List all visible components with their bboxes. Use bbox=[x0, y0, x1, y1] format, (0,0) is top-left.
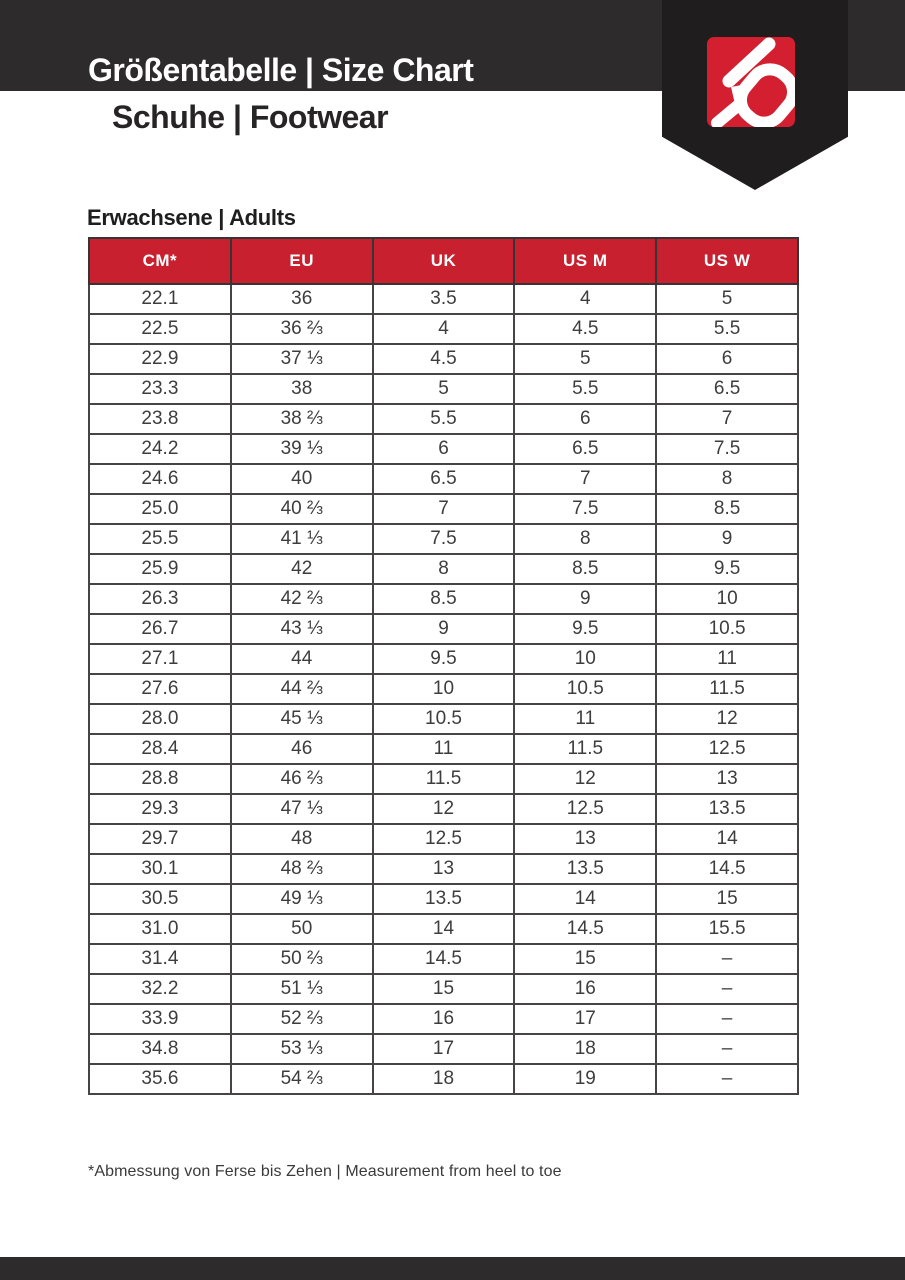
table-cell: 31.4 bbox=[89, 944, 231, 974]
table-cell: 9 bbox=[514, 584, 656, 614]
table-cell: 13.5 bbox=[656, 794, 798, 824]
column-header-eu: EU bbox=[231, 238, 373, 284]
table-cell: 8.5 bbox=[514, 554, 656, 584]
table-cell: 8.5 bbox=[373, 584, 515, 614]
table-row bbox=[89, 824, 798, 854]
table-cell: 19 bbox=[514, 1064, 656, 1094]
table-row bbox=[89, 1064, 798, 1094]
table-row bbox=[89, 854, 798, 884]
table-cell: 5.5 bbox=[514, 374, 656, 404]
table-cell: 35.6 bbox=[89, 1064, 231, 1094]
table-cell: 10.5 bbox=[373, 704, 515, 734]
table-cell: 11 bbox=[514, 704, 656, 734]
table-cell: 29.3 bbox=[89, 794, 231, 824]
table-cell: 27.6 bbox=[89, 674, 231, 704]
table-cell: 40 bbox=[231, 464, 373, 494]
table-cell: 6 bbox=[373, 434, 515, 464]
table-row bbox=[89, 1034, 798, 1064]
table-cell: 7 bbox=[514, 464, 656, 494]
table-cell: 32.2 bbox=[89, 974, 231, 1004]
table-cell: 14.5 bbox=[656, 854, 798, 884]
table-row bbox=[89, 284, 798, 314]
table-cell: 8.5 bbox=[656, 494, 798, 524]
table-cell: 30.1 bbox=[89, 854, 231, 884]
table-row bbox=[89, 344, 798, 374]
table-cell: 14 bbox=[373, 914, 515, 944]
table-cell: 38 ⅔ bbox=[231, 404, 373, 434]
table-cell: 7.5 bbox=[656, 434, 798, 464]
table-cell: – bbox=[656, 944, 798, 974]
table-cell: 12 bbox=[514, 764, 656, 794]
table-cell: 6.5 bbox=[656, 374, 798, 404]
table-cell: 12.5 bbox=[514, 794, 656, 824]
table-cell: 43 ⅓ bbox=[231, 614, 373, 644]
table-row bbox=[89, 374, 798, 404]
table-cell: 26.7 bbox=[89, 614, 231, 644]
table-cell: 4.5 bbox=[514, 314, 656, 344]
table-cell: 11.5 bbox=[373, 764, 515, 794]
table-cell: 4.5 bbox=[373, 344, 515, 374]
table-header-row bbox=[89, 238, 798, 284]
table-cell: 25.0 bbox=[89, 494, 231, 524]
table-cell: 14 bbox=[656, 824, 798, 854]
table-row bbox=[89, 464, 798, 494]
table-cell: 28.8 bbox=[89, 764, 231, 794]
table-cell: 27.1 bbox=[89, 644, 231, 674]
table-cell: 23.3 bbox=[89, 374, 231, 404]
table-cell: 14.5 bbox=[373, 944, 515, 974]
table-cell: 17 bbox=[514, 1004, 656, 1034]
table-cell: 12.5 bbox=[373, 824, 515, 854]
table-cell: 18 bbox=[373, 1064, 515, 1094]
table-cell: 23.8 bbox=[89, 404, 231, 434]
table-row bbox=[89, 554, 798, 584]
table-cell: 24.6 bbox=[89, 464, 231, 494]
table-row bbox=[89, 674, 798, 704]
table-cell: 5.5 bbox=[656, 314, 798, 344]
table-row bbox=[89, 884, 798, 914]
table-cell: 10.5 bbox=[514, 674, 656, 704]
table-cell: 25.9 bbox=[89, 554, 231, 584]
table-cell: 12 bbox=[656, 704, 798, 734]
table-cell: 50 bbox=[231, 914, 373, 944]
table-cell: 48 ⅔ bbox=[231, 854, 373, 884]
table-cell: 22.1 bbox=[89, 284, 231, 314]
table-row bbox=[89, 974, 798, 1004]
table-cell: 11.5 bbox=[656, 674, 798, 704]
table-cell: 9.5 bbox=[656, 554, 798, 584]
column-header-cm: CM* bbox=[89, 238, 231, 284]
table-cell: 13 bbox=[656, 764, 798, 794]
table-cell: 22.5 bbox=[89, 314, 231, 344]
column-header-usm: US M bbox=[514, 238, 656, 284]
table-body bbox=[89, 284, 798, 1094]
table-cell: 12 bbox=[373, 794, 515, 824]
table-cell: – bbox=[656, 974, 798, 1004]
table-cell: 3.5 bbox=[373, 284, 515, 314]
table-cell: 6 bbox=[514, 404, 656, 434]
table-cell: 29.7 bbox=[89, 824, 231, 854]
footnote: *Abmessung von Ferse bis Zehen | Measurement from heel to toe bbox=[88, 1163, 562, 1180]
table-row bbox=[89, 1004, 798, 1034]
page-subtitle: Schuhe | Footwear bbox=[112, 99, 389, 135]
table-cell: 12.5 bbox=[656, 734, 798, 764]
table-row bbox=[89, 404, 798, 434]
table-cell: 52 ⅔ bbox=[231, 1004, 373, 1034]
table-cell: 54 ⅔ bbox=[231, 1064, 373, 1094]
table-cell: 11 bbox=[656, 644, 798, 674]
table-cell: 13 bbox=[514, 824, 656, 854]
table-cell: 44 ⅔ bbox=[231, 674, 373, 704]
table-cell: 11 bbox=[373, 734, 515, 764]
table-cell: 8 bbox=[656, 464, 798, 494]
table-cell: 7 bbox=[373, 494, 515, 524]
table-cell: 6.5 bbox=[373, 464, 515, 494]
table-row bbox=[89, 434, 798, 464]
table-cell: 10 bbox=[656, 584, 798, 614]
table-cell: 4 bbox=[373, 314, 515, 344]
table-cell: 14 bbox=[514, 884, 656, 914]
table-cell: 5 bbox=[656, 284, 798, 314]
table-cell: 10 bbox=[514, 644, 656, 674]
table-cell: 39 ⅓ bbox=[231, 434, 373, 464]
table-cell: 28.0 bbox=[89, 704, 231, 734]
table-cell: 24.2 bbox=[89, 434, 231, 464]
table-cell: 41 ⅓ bbox=[231, 524, 373, 554]
column-header-uk: UK bbox=[373, 238, 515, 284]
table-cell: 45 ⅓ bbox=[231, 704, 373, 734]
table-cell: 38 bbox=[231, 374, 373, 404]
table-cell: 9.5 bbox=[373, 644, 515, 674]
table-cell: 13.5 bbox=[373, 884, 515, 914]
table-row bbox=[89, 644, 798, 674]
table-cell: 7.5 bbox=[373, 524, 515, 554]
table-cell: 17 bbox=[373, 1034, 515, 1064]
table-cell: 51 ⅓ bbox=[231, 974, 373, 1004]
table-cell: 6 bbox=[656, 344, 798, 374]
page-title: Größentabelle | Size Chart bbox=[88, 52, 474, 88]
table-cell: 11.5 bbox=[514, 734, 656, 764]
table-cell: 15 bbox=[656, 884, 798, 914]
table-cell: 44 bbox=[231, 644, 373, 674]
table-cell: 49 ⅓ bbox=[231, 884, 373, 914]
table-row bbox=[89, 314, 798, 344]
brand-ribbon bbox=[662, 0, 848, 190]
table-cell: 48 bbox=[231, 824, 373, 854]
column-header-usw: US W bbox=[656, 238, 798, 284]
fiveten-logo-icon bbox=[707, 37, 795, 127]
table-row bbox=[89, 734, 798, 764]
table-row bbox=[89, 704, 798, 734]
table-cell: 37 ⅓ bbox=[231, 344, 373, 374]
table-cell: 31.0 bbox=[89, 914, 231, 944]
table-cell: 18 bbox=[514, 1034, 656, 1064]
size-table bbox=[88, 237, 799, 1095]
table-cell: 13.5 bbox=[514, 854, 656, 884]
table-cell: 5 bbox=[514, 344, 656, 374]
table-cell: 26.3 bbox=[89, 584, 231, 614]
table-cell: 7 bbox=[656, 404, 798, 434]
table-cell: 40 ⅔ bbox=[231, 494, 373, 524]
table-cell: 9 bbox=[373, 614, 515, 644]
table-row bbox=[89, 494, 798, 524]
table-row bbox=[89, 944, 798, 974]
table-row bbox=[89, 764, 798, 794]
table-cell: 15 bbox=[373, 974, 515, 1004]
table-cell: 10.5 bbox=[656, 614, 798, 644]
table-cell: 13 bbox=[373, 854, 515, 884]
table-cell: 14.5 bbox=[514, 914, 656, 944]
table-cell: 4 bbox=[514, 284, 656, 314]
table-cell: 10 bbox=[373, 674, 515, 704]
table-cell: 9.5 bbox=[514, 614, 656, 644]
table-cell: 6.5 bbox=[514, 434, 656, 464]
table-cell: 47 ⅓ bbox=[231, 794, 373, 824]
table-cell: 30.5 bbox=[89, 884, 231, 914]
table-cell: 28.4 bbox=[89, 734, 231, 764]
table-cell: 34.8 bbox=[89, 1034, 231, 1064]
table-cell: 15 bbox=[514, 944, 656, 974]
table-cell: 15.5 bbox=[656, 914, 798, 944]
table-cell: 36 ⅔ bbox=[231, 314, 373, 344]
table-cell: 22.9 bbox=[89, 344, 231, 374]
table-cell: 5 bbox=[373, 374, 515, 404]
table-row bbox=[89, 614, 798, 644]
table-cell: 25.5 bbox=[89, 524, 231, 554]
table-cell: 33.9 bbox=[89, 1004, 231, 1034]
table-row bbox=[89, 794, 798, 824]
table-row bbox=[89, 584, 798, 614]
table-cell: 16 bbox=[373, 1004, 515, 1034]
table-cell: 53 ⅓ bbox=[231, 1034, 373, 1064]
table-cell: 16 bbox=[514, 974, 656, 1004]
table-row bbox=[89, 914, 798, 944]
table-cell: 5.5 bbox=[373, 404, 515, 434]
table-cell: 50 ⅔ bbox=[231, 944, 373, 974]
table-cell: – bbox=[656, 1034, 798, 1064]
table-cell: – bbox=[656, 1064, 798, 1094]
table-cell: 7.5 bbox=[514, 494, 656, 524]
table-cell: 8 bbox=[373, 554, 515, 584]
table-cell: 8 bbox=[514, 524, 656, 554]
table-cell: 42 ⅔ bbox=[231, 584, 373, 614]
table-cell: 46 bbox=[231, 734, 373, 764]
table-cell: 42 bbox=[231, 554, 373, 584]
table-cell: 36 bbox=[231, 284, 373, 314]
section-heading: Erwachsene | Adults bbox=[87, 205, 296, 230]
table-row bbox=[89, 524, 798, 554]
table-cell: 46 ⅔ bbox=[231, 764, 373, 794]
footer-band bbox=[0, 1257, 905, 1280]
table-cell: 9 bbox=[656, 524, 798, 554]
table-cell: – bbox=[656, 1004, 798, 1034]
